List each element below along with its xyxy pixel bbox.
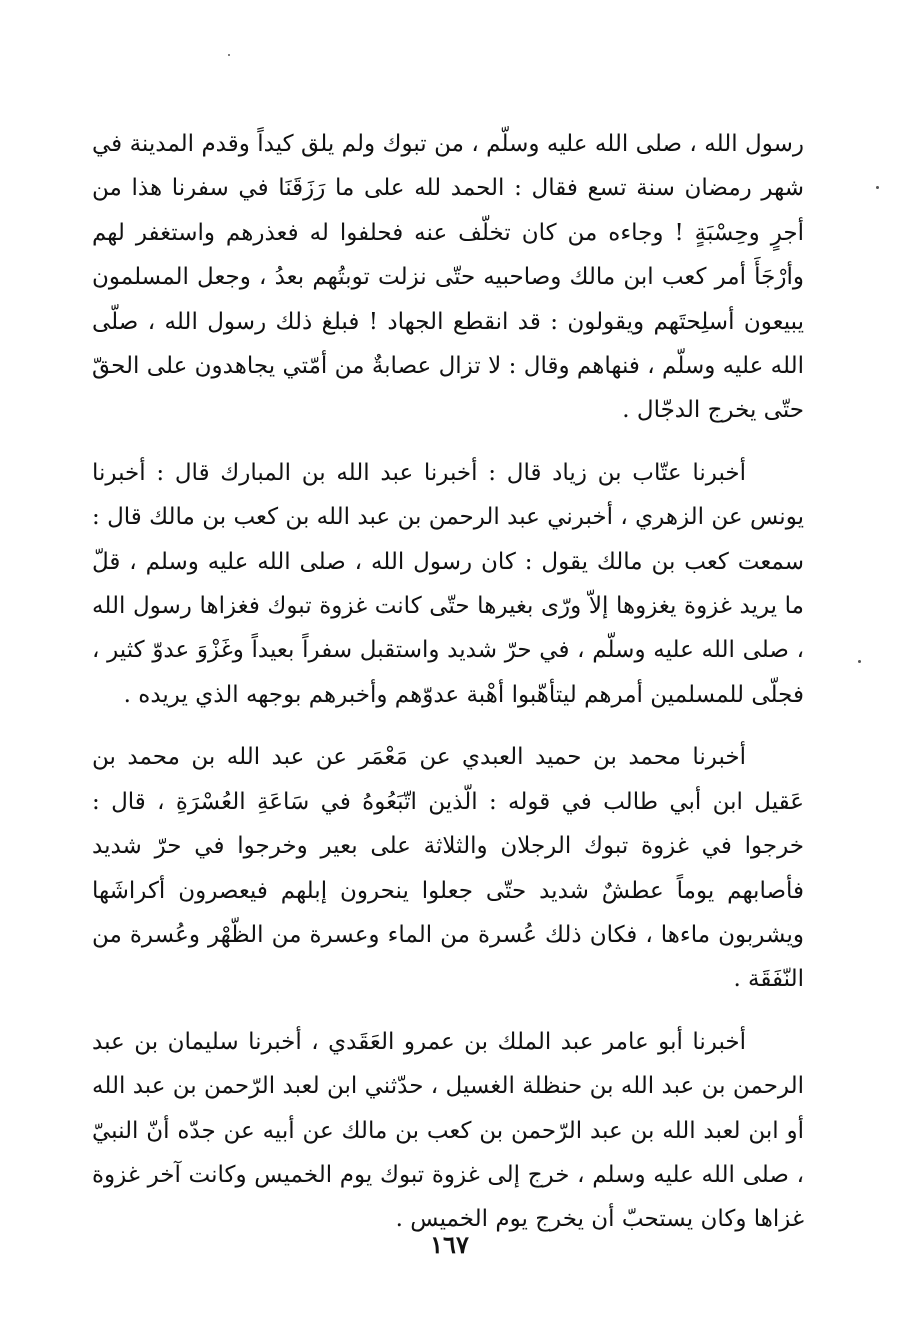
paper-speck — [876, 186, 879, 189]
paper-speck — [858, 660, 861, 663]
paragraph-continuation: رسول الله ، صلى الله عليه وسلّم ، من تبوك ولم يلق كيداً وقدم المدينة في شهر رمضان سنة تسع فقال : الحمد لله على ما رَزَقَنَا في سفرنا هذا من أجرٍ وحِسْبَةٍ ! وجاءه من كان تخلّف عنه فحلفوا له فعذرهم واستغفر لهم وأرْجَأَ أمر كعب ابن مالك وصاحبيه حتّى نزلت توبتُهم بعدُ ، وجعل المسلمون يبيعون أسلِحتَهم ويقولون : قد انقطع الجهاد ! فبلغ ذلك رسول الله ، صلّى الله عليه وسلّم ، فنهاهم وقال : لا تزال عصابةٌ من أمّتي يجاهدون على الحقّ حتّى يخرج الدجّال . — [92, 131, 804, 424]
paragraph-abu-amir: أخبرنا أبو عامر عبد الملك بن عمرو العَقَدي ، أخبرنا سليمان بن عبد الرحمن بن عبد الله بن حنظلة الغسيل ، حدّثني ابن لعبد الرّحمن بن عبد الله أو ابن لعبد الله بن عبد الرّحمن بن كعب بن مالك عن أبيه عن جدّه أنّ النبيّ ، صلى الله عليه وسلم ، خرج إلى غزوة تبوك يوم الخميس وكانت آخر غزوة غزاها وكان يستحبّ أن يخرج يوم الخميس . — [92, 1028, 804, 1233]
paper-speck — [228, 54, 230, 56]
page-number: ١٦٧ — [430, 1230, 469, 1259]
paragraph-attab-ibn-ziyad: أخبرنا عتّاب بن زياد قال : أخبرنا عبد الله بن المبارك قال : أخبرنا يونس عن الزهري ، أخبرني عبد الرحمن بن عبد الله بن كعب بن مالك قال : سمعت كعب بن مالك يقول : كان رسول الله ، صلى الله عليه وسلم ، قلّ ما يريد غزوة يغزوها إلاّ ورّى بغيرها حتّى كانت غزوة تبوك فغزاها رسول الله ، صلى الله عليه وسلّم ، في حرّ شديد واستقبل سفراً بعيداً وغَزْوَ عدوّ كثير ، فجلّى للمسلمين أمرهم ليتأهّبوا أهْبة عدوّهم وأخبرهم بوجهه الذي يريده . — [92, 459, 804, 708]
paragraph-muhammad-ibn-humaid: أخبرنا محمد بن حميد العبدي عن مَعْمَر عن عبد الله بن محمد بن عَقيل ابن أبي طالب في قوله : الّذين اتّبَعُوهُ في سَاعَةِ العُسْرَةِ ، قال : خرجوا في غزوة تبوك الرجلان والثلاثة على بعير وخرجوا في حرّ شديد فأصابهم يوماً عطشٌ شديد حتّى جعلوا ينحرون إبلهم فيعصرون أكراشَها ويشربون ماءها ، فكان ذلك عُسرة من الماء وعسرة من الظّهْر وعُسرة من النّفَقَة . — [92, 744, 804, 993]
body-text — [92, 122, 804, 1260]
